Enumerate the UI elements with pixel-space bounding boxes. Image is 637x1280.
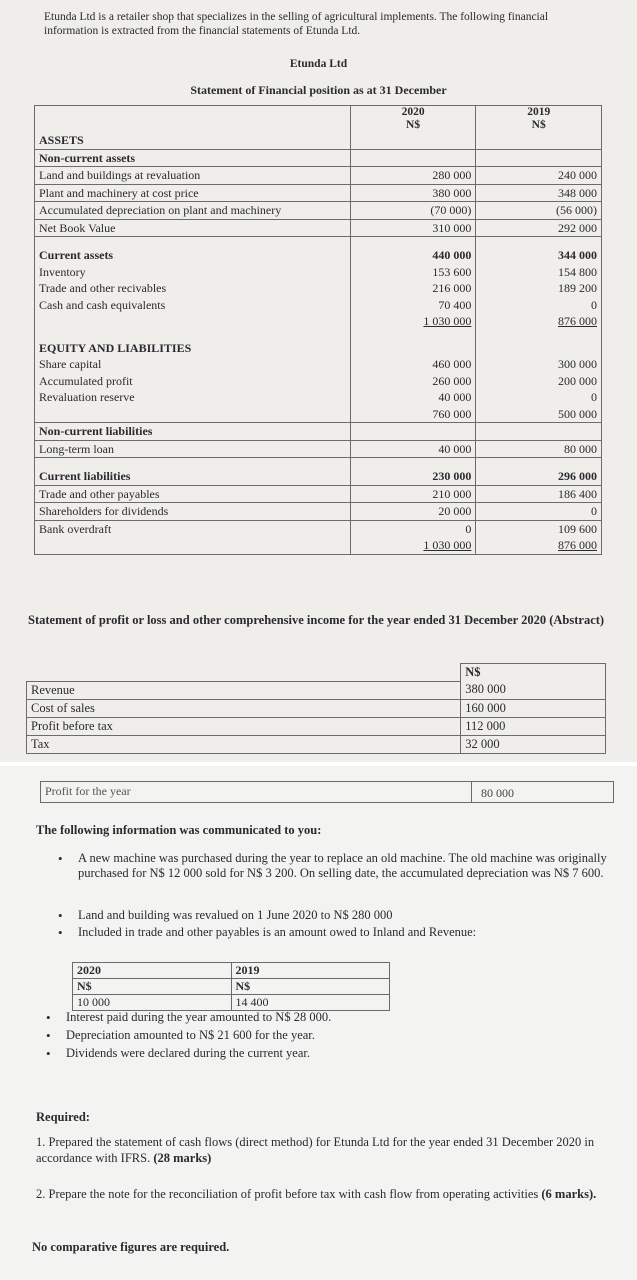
bullet-icon: •	[58, 851, 63, 866]
tax-payable-table: 2020 2019 N$ N$ 10 000 14 400	[72, 962, 390, 1011]
equity-total-2020: 760 000	[350, 406, 476, 423]
ncl-heading: Non-current liabilities	[35, 423, 351, 441]
question-two: 2. Prepare the note for the reconciliation of profit before tax with cash flow from operating activities (6 marks).	[36, 1187, 597, 1201]
bullet-icon: •	[46, 1046, 51, 1061]
table-row: Shareholders for dividends 20 000 0	[35, 503, 602, 521]
table-row: Share capital 460 000 300 000	[35, 356, 602, 373]
col-2019-header: 2019 N$	[476, 106, 602, 133]
financial-position-table	[34, 105, 602, 555]
table-row: Profit before tax 112 000	[27, 717, 606, 735]
question-one: 1. Prepared the statement of cash flows (direct method) for Etunda Ltd for the year ended 31 December 2020 in accordance with IFRS. (28 marks)	[36, 1135, 595, 1165]
profit-loss-table	[26, 663, 606, 754]
cl-total-2019: 296 000	[476, 468, 602, 485]
list-item: • Dividends were declared during the current year.	[46, 1046, 310, 1061]
bullet-icon: •	[46, 1010, 51, 1025]
table-row: Cash and cash equivalents 70 400 0	[35, 297, 602, 314]
list-item: • Depreciation amounted to N$ 21 600 for the year.	[46, 1028, 315, 1043]
ca-total-2020: 440 000	[350, 247, 476, 264]
bullet-icon: •	[58, 925, 63, 940]
profit-for-year-label: Profit for the year	[45, 784, 131, 798]
list-item: • Included in trade and other payables is an amount owed to Inland and Revenue:	[58, 925, 477, 940]
cl-heading: Current liabilities	[35, 468, 351, 485]
assets-heading: ASSETS	[35, 132, 351, 149]
pl-currency: N$	[461, 664, 606, 682]
table-row: Tax 32 000	[27, 735, 606, 753]
profit-for-year-value: 80 000	[481, 786, 514, 800]
table-row: Inventory 153 600 154 800	[35, 264, 602, 281]
sfp-title: Statement of Financial position as at 31 December	[190, 83, 447, 97]
equity-total-2019: 500 000	[476, 406, 602, 423]
pl-title: Statement of profit or loss and other comprehensive income for the year ended 31 December 2020 (Abstract)	[28, 613, 605, 627]
table-row: Long-term loan 40 000 80 000	[35, 440, 602, 458]
ca-heading: Current assets	[35, 247, 351, 264]
col-2020-header: 2020 N$	[350, 106, 476, 133]
list-item: • Interest paid during the year amounted to N$ 28 000.	[46, 1010, 332, 1025]
table-row: Net Book Value 310 000 292 000	[35, 219, 602, 237]
total-assets-2019: 876 000	[476, 313, 602, 330]
table-row: Accumulated profit 260 000 200 000	[35, 373, 602, 390]
ca-total-2019: 344 000	[476, 247, 602, 264]
no-comparatives-note: No comparative figures are required.	[32, 1240, 230, 1254]
table-row: Cost of sales 160 000	[27, 699, 606, 717]
required-heading: Required:	[36, 1110, 90, 1124]
table-row: Trade and other recivables 216 000 189 200	[35, 280, 602, 297]
table-row: Bank overdraft 0 109 600	[35, 520, 602, 537]
table-row: Plant and machinery at cost price 380 000 348 000	[35, 184, 602, 202]
nca-heading: Non-current assets	[35, 149, 351, 167]
total-el-2019: 876 000	[476, 537, 602, 554]
company-name: Etunda Ltd	[289, 58, 348, 70]
table-row: Revenue 380 000	[27, 681, 606, 699]
intro-paragraph: Etunda Ltd is a retailer shop that specializes in the selling of agricultural implements. The following financial information is extracted from the financial statements of Etunda Ltd.	[44, 11, 549, 37]
table-row: Trade and other payables 210 000 186 400	[35, 485, 602, 503]
cl-total-2020: 230 000	[350, 468, 476, 485]
total-el-2020: 1 030 000	[350, 537, 476, 554]
total-assets-2020: 1 030 000	[350, 313, 476, 330]
table-row: Land and buildings at revaluation 280 000 240 000	[35, 167, 602, 185]
bullet-icon: •	[46, 1028, 51, 1043]
bullet-icon: •	[58, 908, 63, 923]
table-row: Revaluation reserve 40 000 0	[35, 389, 602, 406]
info-title: The following information was communicated to you:	[36, 823, 322, 837]
equity-liabilities-heading: EQUITY AND LIABILITIES	[35, 340, 351, 357]
list-item: • Land and building was revalued on 1 June 2020 to N$ 280 000	[58, 908, 393, 923]
list-item: • A new machine was purchased during the year to replace an old machine. The old machine was originally purchased for N$ 12 000 sold for N$ 3 200. On selling date, the accumulated depreciation was N$ 7 600.	[58, 851, 607, 880]
table-row: Accumulated depreciation on plant and machinery (70 000) (56 000)	[35, 202, 602, 220]
profit-for-year-row	[40, 781, 614, 803]
